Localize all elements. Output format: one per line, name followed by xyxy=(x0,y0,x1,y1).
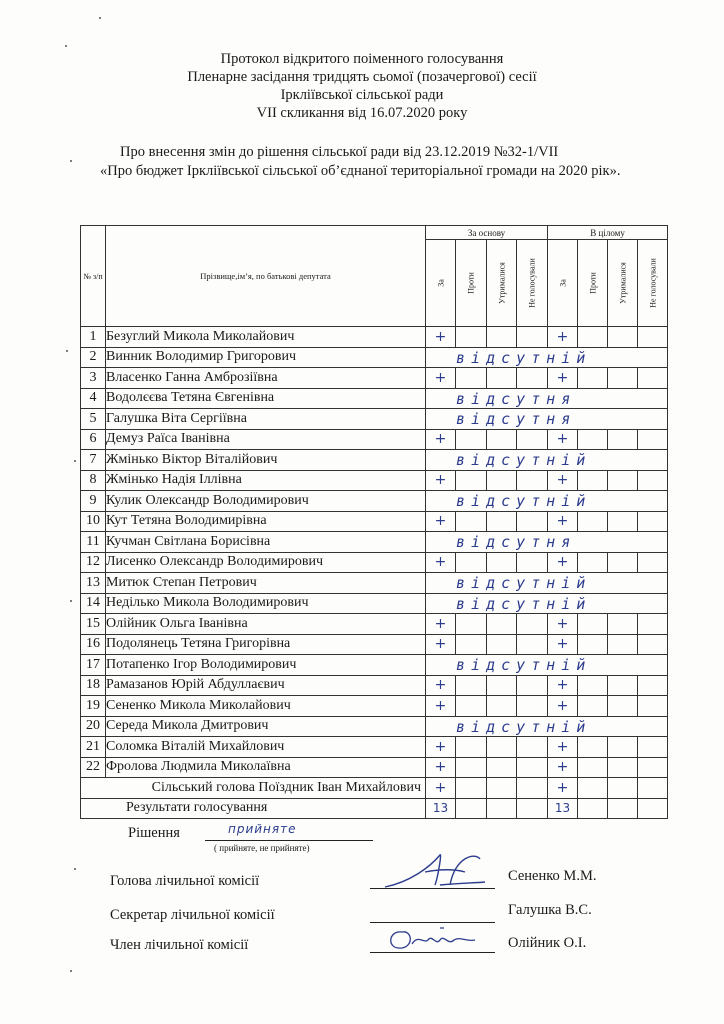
empty-cell xyxy=(456,511,487,532)
absent-note-cell xyxy=(426,450,668,471)
header-title: Протокол відкритого поіменного голосування xyxy=(220,51,504,67)
row-number: 19 xyxy=(81,696,106,717)
table-row xyxy=(81,675,668,696)
empty-cell xyxy=(638,757,668,778)
deputy-name: Власенко Ганна Амброзіївна xyxy=(106,368,426,389)
table-row xyxy=(81,655,668,676)
scan-speck xyxy=(65,45,67,47)
empty-cell xyxy=(608,798,638,819)
deputy-name: Соломка Віталій Михайлович xyxy=(106,737,426,758)
absent-note: відсутній xyxy=(456,717,592,736)
empty-cell xyxy=(487,429,517,450)
row-number: 9 xyxy=(81,491,106,512)
empty-cell xyxy=(578,675,608,696)
absent-note: відсутній xyxy=(456,574,592,592)
basis-for-mark: + xyxy=(426,470,456,491)
whole-novote-header: Не голосували xyxy=(638,240,668,327)
table-row xyxy=(81,573,668,594)
absent-note-cell xyxy=(426,573,668,594)
secretary-role: Секретар лічильної комісії xyxy=(110,907,275,923)
empty-cell xyxy=(608,470,638,491)
table-row xyxy=(81,470,668,491)
decision-underline xyxy=(205,840,373,841)
row-number: 5 xyxy=(81,409,106,430)
empty-cell xyxy=(517,696,548,717)
row-number: 12 xyxy=(81,552,106,573)
empty-cell xyxy=(517,798,548,819)
basis-for-total: 13 xyxy=(426,798,456,819)
deputy-name: Демуз Раїса Іванівна xyxy=(106,429,426,450)
absent-note: відсутній xyxy=(456,492,592,510)
empty-cell xyxy=(517,737,548,758)
whole-for-mark: + xyxy=(548,429,578,450)
deputy-name: Кулик Олександр Володимирович xyxy=(106,491,426,512)
empty-cell xyxy=(578,327,608,348)
row-number: 10 xyxy=(81,511,106,532)
row-number: 20 xyxy=(81,716,106,737)
absent-note: відсутній xyxy=(456,594,592,613)
empty-cell xyxy=(456,470,487,491)
empty-cell xyxy=(487,757,517,778)
empty-cell xyxy=(608,778,638,799)
empty-cell xyxy=(638,511,668,532)
empty-cell xyxy=(608,675,638,696)
absent-note: відсутня xyxy=(456,533,577,551)
deputy-name: Фролова Людмила Миколаївна xyxy=(106,757,426,778)
table-row xyxy=(81,511,668,532)
empty-cell xyxy=(608,737,638,758)
protocol-header xyxy=(0,50,724,122)
empty-cell xyxy=(578,552,608,573)
council-head-name: Сільський голова Поїздник Іван Михайлович xyxy=(81,778,426,799)
empty-cell xyxy=(638,696,668,717)
whole-against-header: Проти xyxy=(578,240,608,327)
empty-cell xyxy=(517,368,548,389)
absent-note-cell xyxy=(426,409,668,430)
basis-for-mark: + xyxy=(426,737,456,758)
whole-for-mark: + xyxy=(548,696,578,717)
empty-cell xyxy=(578,511,608,532)
scan-speck xyxy=(66,350,68,352)
empty-cell xyxy=(578,778,608,799)
empty-cell xyxy=(578,368,608,389)
empty-cell xyxy=(578,696,608,717)
empty-cell xyxy=(456,737,487,758)
empty-cell xyxy=(638,778,668,799)
empty-cell xyxy=(456,429,487,450)
empty-cell xyxy=(456,696,487,717)
basis-for-mark: + xyxy=(426,675,456,696)
scan-speck xyxy=(74,460,76,462)
empty-cell xyxy=(517,552,548,573)
decision-label: Рішення xyxy=(128,825,180,841)
absent-note-cell xyxy=(426,716,668,737)
empty-cell xyxy=(578,614,608,635)
empty-cell xyxy=(456,675,487,696)
table-row xyxy=(81,614,668,635)
empty-cell xyxy=(608,552,638,573)
whole-for-total: 13 xyxy=(548,798,578,819)
secretary-name: Галушка В.С. xyxy=(508,902,592,918)
whole-for-mark: + xyxy=(548,737,578,758)
basis-for-mark: + xyxy=(426,757,456,778)
empty-cell xyxy=(456,368,487,389)
empty-cell xyxy=(578,470,608,491)
absent-note: відсутній xyxy=(456,348,592,367)
table-row xyxy=(81,327,668,348)
row-number: 22 xyxy=(81,757,106,778)
group-basis-header: За основу xyxy=(426,226,548,240)
whole-for-mark: + xyxy=(548,778,578,799)
deputy-name: Винник Володимир Григорович xyxy=(106,347,426,368)
results-label: Результати голосування xyxy=(81,798,426,819)
basis-for-mark: + xyxy=(426,429,456,450)
whole-for-mark: + xyxy=(548,552,578,573)
results-row xyxy=(81,798,668,819)
deputy-name: Митюк Степан Петрович xyxy=(106,573,426,594)
empty-cell xyxy=(638,634,668,655)
empty-cell xyxy=(456,327,487,348)
empty-cell xyxy=(517,675,548,696)
deputy-name: Сененко Микола Миколайович xyxy=(106,696,426,717)
row-number: 15 xyxy=(81,614,106,635)
basis-for-mark: + xyxy=(426,634,456,655)
table-row xyxy=(81,429,668,450)
scan-speck xyxy=(70,970,72,972)
row-number: 18 xyxy=(81,675,106,696)
deputy-name: Середа Микола Дмитрович xyxy=(106,716,426,737)
empty-cell xyxy=(638,798,668,819)
row-number: 16 xyxy=(81,634,106,655)
empty-cell xyxy=(578,737,608,758)
deputy-name: Олійник Ольга Іванівна xyxy=(106,614,426,635)
empty-cell xyxy=(608,757,638,778)
empty-cell xyxy=(638,614,668,635)
empty-cell xyxy=(608,368,638,389)
empty-cell xyxy=(608,634,638,655)
basis-abstain-header: Утрималися xyxy=(487,240,517,327)
whole-for-header: За xyxy=(548,240,578,327)
row-number: 17 xyxy=(81,655,106,676)
whole-for-mark: + xyxy=(548,470,578,491)
table-row xyxy=(81,757,668,778)
empty-cell xyxy=(487,634,517,655)
table-row xyxy=(81,532,668,553)
whole-for-mark: + xyxy=(548,757,578,778)
council-head-row xyxy=(81,778,668,799)
basis-for-mark: + xyxy=(426,327,456,348)
row-number: 8 xyxy=(81,470,106,491)
empty-cell xyxy=(638,737,668,758)
empty-cell xyxy=(578,429,608,450)
row-number: 4 xyxy=(81,388,106,409)
table-row xyxy=(81,491,668,512)
table-row xyxy=(81,347,668,368)
empty-cell xyxy=(608,327,638,348)
decision-note: ( прийняте, не прийняте) xyxy=(214,843,310,853)
empty-cell xyxy=(517,470,548,491)
absent-note-cell xyxy=(426,491,668,512)
empty-cell xyxy=(456,798,487,819)
decision-value: прийняте xyxy=(228,822,297,836)
basis-novote-header: Не голосували xyxy=(517,240,548,327)
empty-cell xyxy=(608,429,638,450)
row-number: 2 xyxy=(81,347,106,368)
empty-cell xyxy=(517,778,548,799)
empty-cell xyxy=(517,757,548,778)
table-row xyxy=(81,552,668,573)
empty-cell xyxy=(638,470,668,491)
empty-cell xyxy=(608,511,638,532)
absent-note-cell xyxy=(426,532,668,553)
empty-cell xyxy=(517,429,548,450)
col-number-header: № з/п xyxy=(81,226,106,327)
empty-cell xyxy=(578,798,608,819)
deputy-name: Потапенко Ігор Володимирович xyxy=(106,655,426,676)
header-council: Ірклiївської сільської ради xyxy=(280,87,444,103)
row-number: 3 xyxy=(81,368,106,389)
empty-cell xyxy=(608,614,638,635)
deputy-name: Кут Тетяна Володимирівна xyxy=(106,511,426,532)
empty-cell xyxy=(487,327,517,348)
empty-cell xyxy=(456,614,487,635)
row-number: 1 xyxy=(81,327,106,348)
row-number: 11 xyxy=(81,532,106,553)
basis-for-mark: + xyxy=(426,614,456,635)
empty-cell xyxy=(456,552,487,573)
basis-for-mark: + xyxy=(426,696,456,717)
empty-cell xyxy=(638,368,668,389)
absent-note: відсутня xyxy=(456,389,577,408)
agenda-subject xyxy=(100,143,668,181)
table-row xyxy=(81,696,668,717)
table-row xyxy=(81,409,668,430)
basis-for-mark: + xyxy=(426,552,456,573)
subject-line-1: Про внесення змін до рішення сільської ради від 23.12.2019 №32-1/VII xyxy=(120,144,559,160)
empty-cell xyxy=(487,470,517,491)
absent-note: відсутня xyxy=(456,410,577,428)
chair-signature xyxy=(380,847,490,892)
group-whole-header: В цілому xyxy=(548,226,668,240)
empty-cell xyxy=(487,368,517,389)
member-signature xyxy=(380,922,490,954)
empty-cell xyxy=(517,327,548,348)
empty-cell xyxy=(487,737,517,758)
deputy-name: Неділько Микола Володимирович xyxy=(106,593,426,614)
deputy-name: Жмінько Віктор Віталійович xyxy=(106,450,426,471)
empty-cell xyxy=(487,778,517,799)
whole-for-mark: + xyxy=(548,511,578,532)
basis-for-header: За xyxy=(426,240,456,327)
absent-note-cell xyxy=(426,388,668,409)
deputy-name: Подолянець Тетяна Григорівна xyxy=(106,634,426,655)
empty-cell xyxy=(517,614,548,635)
deputy-name: Лисенко Олександр Володимирович xyxy=(106,552,426,573)
deputy-name: Водолєєва Тетяна Євгенівна xyxy=(106,388,426,409)
whole-for-mark: + xyxy=(548,614,578,635)
header-date: VII скликання від 16.07.2020 року xyxy=(256,105,468,121)
whole-for-mark: + xyxy=(548,675,578,696)
deputy-name: Рамазанов Юрій Абдуллаєвич xyxy=(106,675,426,696)
empty-cell xyxy=(456,778,487,799)
whole-for-mark: + xyxy=(548,327,578,348)
row-number: 6 xyxy=(81,429,106,450)
deputy-name: Кучман Світлана Борисівна xyxy=(106,532,426,553)
empty-cell xyxy=(487,552,517,573)
empty-cell xyxy=(487,696,517,717)
empty-cell xyxy=(456,757,487,778)
basis-for-mark: + xyxy=(426,511,456,532)
empty-cell xyxy=(456,634,487,655)
table-row xyxy=(81,593,668,614)
chair-role: Голова лічильної комісії xyxy=(110,873,260,889)
empty-cell xyxy=(487,798,517,819)
empty-cell xyxy=(487,614,517,635)
scan-speck xyxy=(70,600,72,602)
whole-abstain-header: Утрималися xyxy=(608,240,638,327)
table-row xyxy=(81,450,668,471)
absent-note: відсутній xyxy=(456,656,592,674)
whole-for-mark: + xyxy=(548,634,578,655)
table-row xyxy=(81,368,668,389)
absent-note-cell xyxy=(426,347,668,368)
empty-cell xyxy=(638,675,668,696)
empty-cell xyxy=(578,634,608,655)
scan-speck xyxy=(99,17,101,19)
scan-speck xyxy=(70,160,72,162)
member-role: Член лічильної комісії xyxy=(110,937,249,953)
table-row xyxy=(81,737,668,758)
chair-name: Сененко М.М. xyxy=(508,868,597,884)
empty-cell xyxy=(638,327,668,348)
member-name: Олійник О.І. xyxy=(508,935,587,951)
empty-cell xyxy=(517,634,548,655)
absent-note: відсутній xyxy=(456,451,592,469)
header-session: Пленарне засідання тридцять сьомої (позачергової) сесії xyxy=(187,69,537,85)
empty-cell xyxy=(487,511,517,532)
absent-note-cell xyxy=(426,593,668,614)
empty-cell xyxy=(608,696,638,717)
row-number: 21 xyxy=(81,737,106,758)
basis-for-mark: + xyxy=(426,778,456,799)
empty-cell xyxy=(487,675,517,696)
col-name-header: Прізвище,ім’я, по батькові депутата xyxy=(106,226,426,327)
vote-table xyxy=(80,225,668,819)
row-number: 13 xyxy=(81,573,106,594)
absent-note-cell xyxy=(426,655,668,676)
deputy-name: Безуглий Микола Миколайович xyxy=(106,327,426,348)
table-row xyxy=(81,388,668,409)
whole-for-mark: + xyxy=(548,368,578,389)
subject-line-2: «Про бюджет Ірклiївської сільської об’єднаної територіальної громади на 2020 рік». xyxy=(100,163,621,179)
table-row xyxy=(81,716,668,737)
empty-cell xyxy=(638,552,668,573)
row-number: 7 xyxy=(81,450,106,471)
basis-for-mark: + xyxy=(426,368,456,389)
basis-against-header: Проти xyxy=(456,240,487,327)
table-row xyxy=(81,634,668,655)
row-number: 14 xyxy=(81,593,106,614)
empty-cell xyxy=(578,757,608,778)
deputy-name: Жмінько Надія Іллівна xyxy=(106,470,426,491)
empty-cell xyxy=(517,511,548,532)
empty-cell xyxy=(638,429,668,450)
scan-speck xyxy=(74,868,76,870)
deputy-name: Галушка Віта Сергіївна xyxy=(106,409,426,430)
